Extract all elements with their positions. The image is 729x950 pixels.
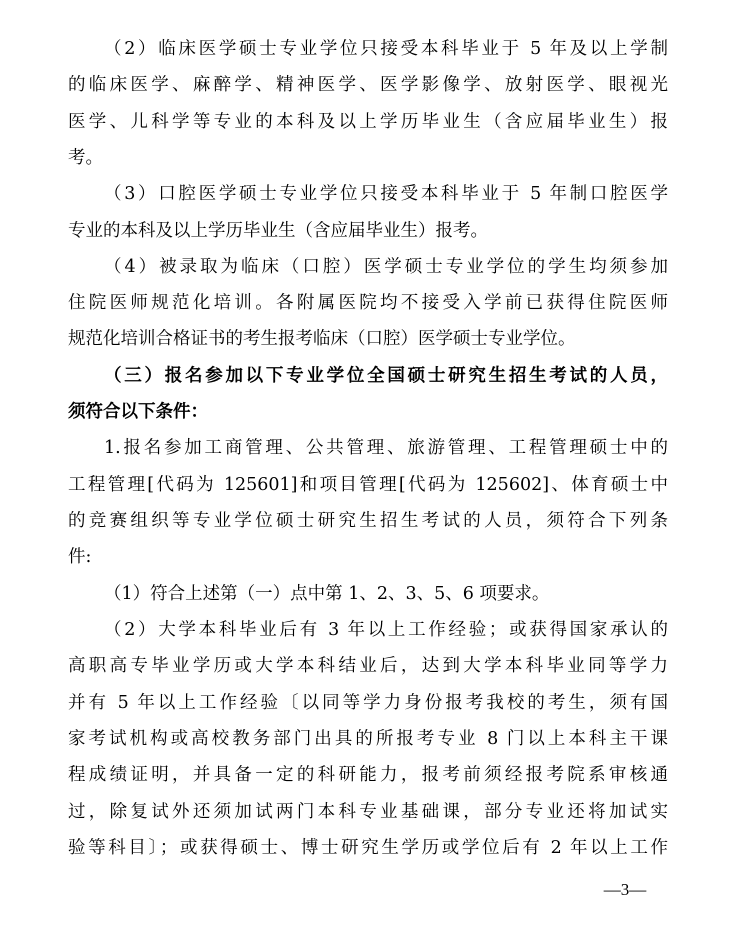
- text-line: 考。: [68, 148, 103, 168]
- text-line: 件:: [68, 547, 92, 567]
- text-line: （2）临床医学硕士专业学位只接受本科毕业于 5 年及以上学制: [104, 39, 668, 59]
- text-line: 验等科目〕；或获得硕士、博士研究生学历或学位后有 2 年以上工作: [68, 838, 668, 858]
- text-line: （2）大学本科毕业后有 3 年以上工作经验；或获得国家承认的: [104, 620, 668, 640]
- text-line: 的临床医学、麻醉学、精神医学、医学影像学、放射医学、眼视光: [68, 75, 668, 95]
- text-line: 医学、儿科学等专业的本科及以上学历毕业生（含应届毕业生）报: [68, 112, 668, 132]
- text-line: （3）口腔医学硕士专业学位只接受本科毕业于 5 年制口腔医学: [104, 184, 668, 204]
- text-line: （4）被录取为临床（口腔）医学硕士专业学位的学生均须参加: [104, 257, 668, 277]
- text-line: 过，除复试外还须加试两门本科专业基础课，部分专业还将加试实: [68, 802, 668, 822]
- text-line: 并有 5 年以上工作经验〔以同等学力身份报考我校的考生，须有国: [68, 693, 668, 713]
- text-line: 住院医师规范化培训。各附属医院均不接受入学前已获得住院医师: [68, 293, 668, 313]
- text-line: 家考试机构或高校教务部门出具的所报考专业 8 门以上本科主干课: [68, 729, 668, 749]
- text-line: 专业的本科及以上学历毕业生（含应届毕业生）报考。: [68, 221, 488, 241]
- text-line: 的竞赛组织等专业学位硕士研究生招生考试的人员，须符合下列条: [68, 511, 668, 531]
- text-line: 规范化培训合格证书的考生报考临床（口腔）医学硕士专业学位。: [68, 329, 576, 349]
- text-line: 1.报名参加工商管理、公共管理、旅游管理、工程管理硕士中的: [104, 438, 668, 458]
- section-heading: 须符合以下条件：: [68, 402, 208, 422]
- page-number: —3—: [603, 880, 647, 899]
- text-line: 程成绩证明，并具备一定的科研能力，报考前须经报考院系审核通: [68, 765, 668, 785]
- text-line: 工程管理[代码为 125601]和项目管理[代码为 125602]、体育硕士中: [68, 475, 668, 495]
- text-line: （1）符合上述第（一）点中第 1、2、3、5、6 项要求。: [104, 584, 550, 604]
- text-line: 高职高专毕业学历或大学本科结业后，达到大学本科毕业同等学力: [68, 656, 668, 676]
- section-heading: （三）报名参加以下专业学位全国硕士研究生招生考试的人员，: [104, 366, 668, 386]
